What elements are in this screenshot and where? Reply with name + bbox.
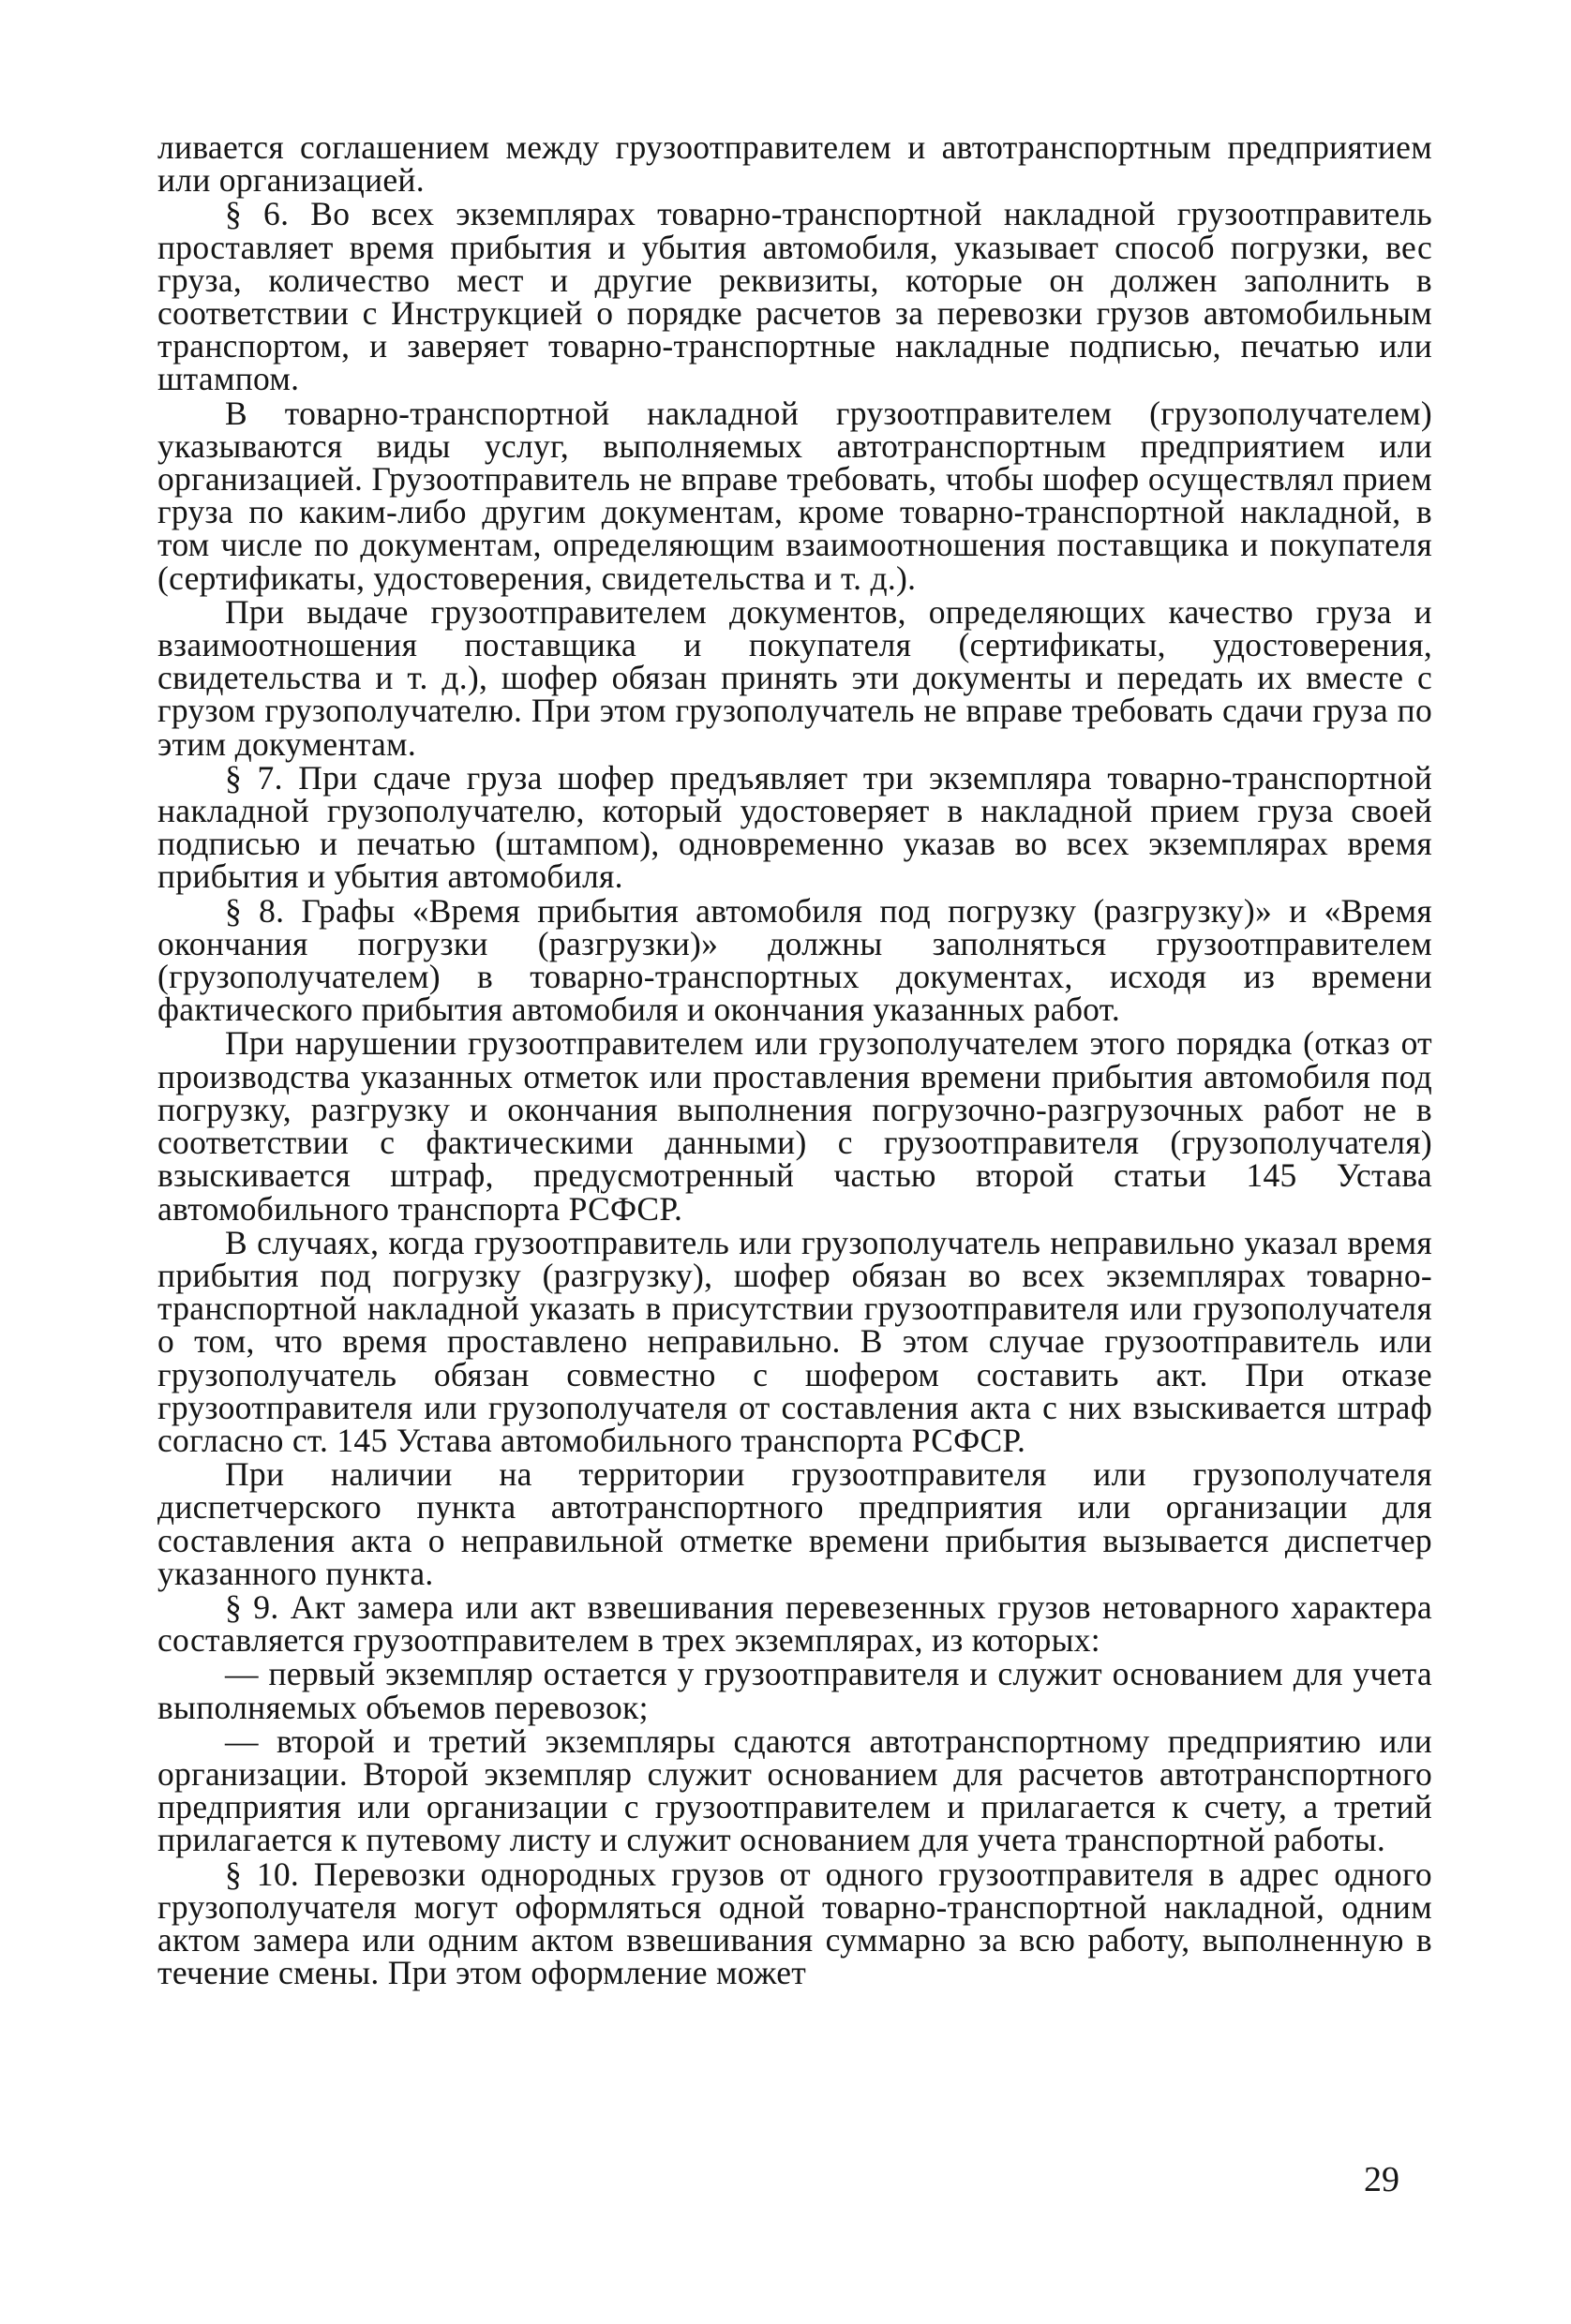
- list-item-first-copy: — первый экземпляр остается у грузоотправителя и служит основанием для учета выполняемых объемов перевозок;: [157, 1655, 1432, 1726]
- paragraph-section-6: § 6. Во всех экземплярах товарно-транспортной накладной грузоотправитель проставляет время прибытия и убытия автомобиля, указывает способ погрузки, вес груза, количество мест и другие реквизиты, которые он должен заполнить в соответствии с Инструкцией о порядке расчетов за перевозки грузов автомобильным транспортом, и заверяет товарно-транспортные накладные подписью, печатью или штампом.: [157, 195, 1432, 398]
- paragraph-documents: При выдаче грузоотправителем документов, определяющих качество груза и взаимоотношения поставщика и покупателя (сертификаты, удостоверения, свидетельства и т. д.), шофер обязан принять эти документы и передать их вместе с грузом грузополучателю. При этом грузополучатель не вправе требовать сдачи груза по этим документам.: [157, 592, 1432, 763]
- paragraph-section-8: § 8. Графы «Время прибытия автомобиля под погрузку (разгрузку)» и «Время окончания погрузки (разгрузки)» должны заполняться грузоотправителем (грузополучателем) в товарно-транспортных документах, исходя из времени фактического прибытия автомобиля и окончания указанных работ.: [157, 891, 1432, 1029]
- paragraph-section-10: § 10. Перевозки однородных грузов от одного грузоотправителя в адрес одного грузополучателя могут оформляться одной товарно-транспортной накладной, одним актом замера или одним актом взвешивания суммарно за всю работу, выполненную в течение смены. При этом оформление может: [157, 1855, 1432, 1992]
- paragraph-dispatcher: При наличии на территории грузоотправителя или грузополучателя диспетчерского пункта автотранспортного предприятия или организации для составления акта о неправильной отметке времени прибытия вызывается диспетчер указанного пункта.: [157, 1455, 1432, 1592]
- page-number: 29: [1364, 2160, 1399, 2199]
- list-item-second-third-copy: — второй и третий экземпляры сдаются автотранспортному предприятию или организации. Второй экземпляр служит основанием для расчетов автотранспортного предприятия или организации с грузоотправителем и прилагается к счету, а третий прилагается к путевому листу и служит основанием для учета транспортной работы.: [157, 1721, 1432, 1859]
- paragraph-continuation: ливается соглашением между грузоотправителем и автотранспортным предприятием или организацией.: [157, 128, 1432, 200]
- paragraph-section-7: § 7. При сдаче груза шофер предъявляет три экземпляра товарно-транспортной накладной грузополучателю, который удостоверяет в накладной прием груза своей подписью и печатью (штампом), одновременно указав во всех экземплярах время прибытия и убытия автомобиля.: [157, 758, 1432, 896]
- paragraph-incorrect-time: В случаях, когда грузоотправитель или грузополучатель неправильно указал время прибытия под погрузку (разгрузку), шофер обязан во всех экземплярах товарно-транспортной накладной указать в присутствии грузоотправителя или грузополучателя о том, что время проставлено неправильно. В этом случае грузоотправитель или грузополучатель обязан совместно с шофером составить акт. При отказе грузоотправителя или грузополучателя от составления акта с них взыскивается штраф согласно ст. 145 Устава автомобильного транспорта РСФСР.: [157, 1223, 1432, 1459]
- paragraph-services: В товарно-транспортной накладной грузоотправителем (грузополучателем) указываются виды услуг, выполняемых автотранспортным предприятием или организацией. Грузоотправитель не вправе требовать, чтобы шофер осуществлял прием груза по каким-либо другим документам, кроме товарно-транспортной накладной, в том числе по документам, определяющим взаимоотношения поставщика и покупателя (сертификаты, удостоверения, свидетельства и т. д.).: [157, 394, 1432, 597]
- paragraph-section-9: § 9. Акт замера или акт взвешивания перевезенных грузов нетоварного характера составляется грузоотправителем в трех экземплярах, из которых:: [157, 1587, 1432, 1660]
- page-body: [157, 128, 1432, 1992]
- paragraph-violation: При нарушении грузоотправителем или грузополучателем этого порядка (отказ от производства указанных отметок или проставления времени прибытия автомобиля под погрузку, разгрузку и окончания выполнения погрузочно-разгрузочных работ не в соответствии с фактическими данными) с грузоотправителя (грузополучателя) взыскивается штраф, предусмотренный частью второй статьи 145 Устава автомобильного транспорта РСФСР.: [157, 1024, 1432, 1228]
